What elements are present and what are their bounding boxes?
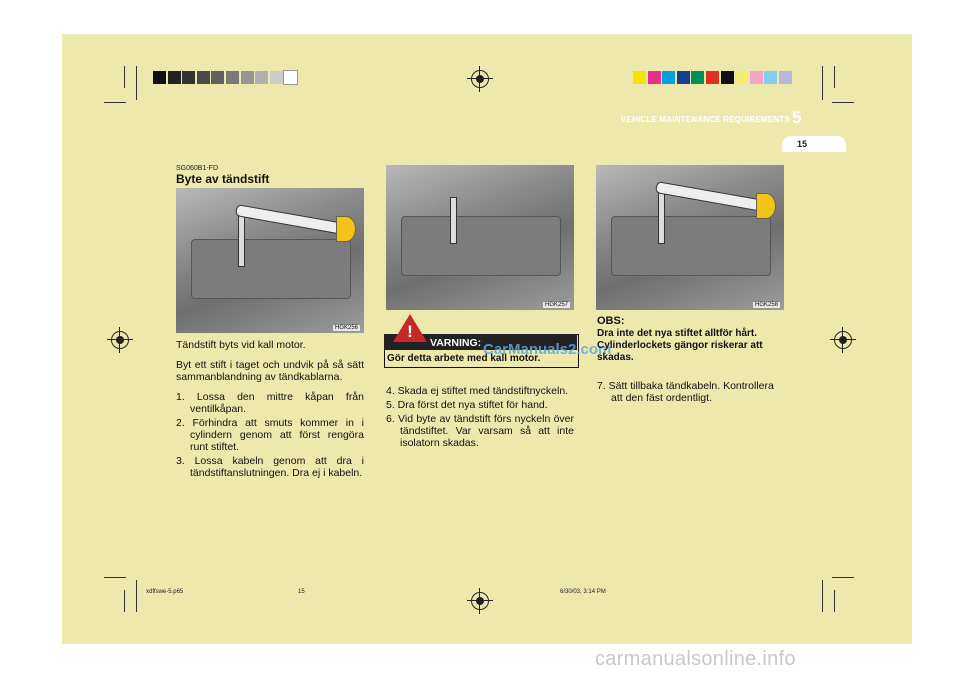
list-item: 6. Vid byte av tändstift förs nyckeln över tändstiftet. Var varsam så att inte isolatorn skadas. <box>386 413 574 449</box>
image-caption: HGK256 <box>334 325 358 331</box>
left-body-text <box>176 339 364 481</box>
note-text: Dra inte det nya stiftet alltför hårt. Cylinderlockets gängor riskerar att skadas. <box>597 328 763 363</box>
color-swatch <box>764 71 777 84</box>
color-swatch <box>633 71 646 84</box>
footer-page: 15 <box>298 589 305 595</box>
color-swatch <box>706 71 719 84</box>
note-title: OBS: <box>597 315 625 327</box>
steps-list <box>176 391 364 479</box>
registration-mark-icon <box>111 331 129 349</box>
color-swatch <box>182 71 195 84</box>
list-item: 2. Förhindra att smuts kommer in i cylindern genom att först rengöra runt stiftet. <box>176 417 364 453</box>
registration-mark-icon <box>834 331 852 349</box>
registration-mark-icon <box>471 592 489 610</box>
engine-photo-3 <box>596 165 784 310</box>
middle-body-text <box>386 385 574 451</box>
color-swatch <box>270 71 283 84</box>
image-caption: HGK257 <box>544 302 568 308</box>
color-swatch <box>226 71 239 84</box>
image-caption: HGK258 <box>754 302 778 308</box>
section-title: VEHICLE MAINTENANCE REQUIREMENTS <box>620 115 790 124</box>
color-swatch <box>255 71 268 84</box>
section-code: SG060B1-FD <box>176 165 219 172</box>
exclamation-icon: ! <box>407 322 413 341</box>
steps-list <box>597 380 787 404</box>
right-body-text <box>597 380 787 406</box>
color-swatch <box>735 71 748 84</box>
rotation-arrow-icon <box>336 216 356 242</box>
color-swatch <box>153 71 166 84</box>
color-swatch <box>284 71 297 84</box>
registration-mark-icon <box>471 70 489 88</box>
color-swatch <box>211 71 224 84</box>
color-swatch <box>721 71 734 84</box>
footer-timestamp: 6/30/03, 3:14 PM <box>560 589 606 595</box>
section-number: 5 <box>792 108 802 127</box>
engine-photo-2 <box>386 165 574 310</box>
page-title: Byte av tändstift <box>176 172 270 186</box>
color-swatch <box>168 71 181 84</box>
page-number: 15 <box>796 139 807 149</box>
color-swatch <box>197 71 210 84</box>
bottom-watermark: carmanualsonline.info <box>595 648 796 670</box>
color-swatch <box>662 71 675 84</box>
paragraph-text: Byt ett stift i taget och undvik på så sätt sammanblandning av tändkablarna. <box>176 359 364 383</box>
footer-filename: xdffswe-5.p65 <box>146 589 184 595</box>
color-swatch <box>691 71 704 84</box>
watermark-overlay: CarManuals2.com <box>483 341 612 358</box>
list-item: 1. Lossa den mittre kåpan från ventilkåpan. <box>176 391 364 415</box>
steps-list <box>386 385 574 449</box>
warning-label: VARNING: <box>430 337 482 349</box>
list-item: 4. Skada ej stiftet med tändstiftnyckeln. <box>386 385 569 397</box>
list-item: 3. Lossa kabeln genom att dra i tändstiftanslutningen. Dra ej i kabeln. <box>176 455 364 479</box>
color-swatch <box>677 71 690 84</box>
list-item: 7. Sätt tillbaka tändkabeln. Kontrollera att den fäst ordentligt. <box>597 380 774 404</box>
color-swatch <box>750 71 763 84</box>
color-swatch <box>241 71 254 84</box>
list-item: 5. Dra först det nya stiftet för hand. <box>386 399 548 411</box>
intro-text: Tändstift byts vid kall motor. <box>176 339 306 351</box>
engine-photo-1 <box>176 188 364 333</box>
warning-text: Gör detta arbete med kall motor. <box>387 353 541 364</box>
color-swatch <box>779 71 792 84</box>
color-swatch <box>648 71 661 84</box>
rotation-arrow-icon <box>756 193 776 219</box>
